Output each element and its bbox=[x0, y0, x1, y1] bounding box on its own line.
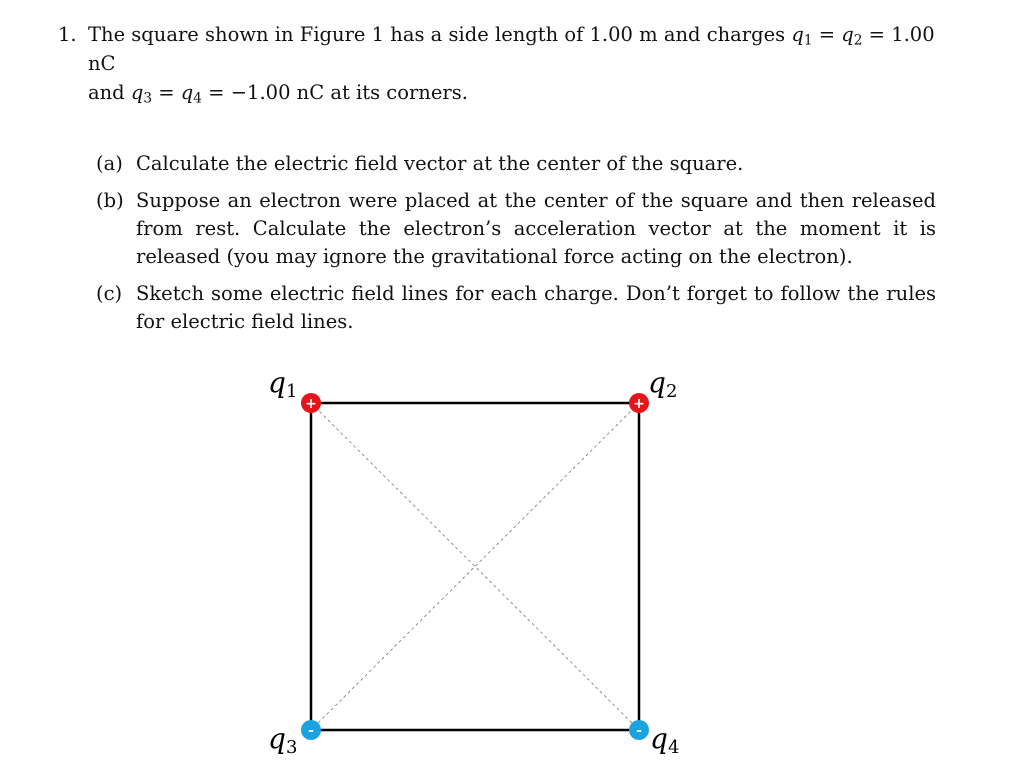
label-q1: q1 bbox=[268, 366, 298, 402]
problem-statement bbox=[58, 20, 958, 107]
part-text: Sketch some electric field lines for each charge. Don’t forget to follow the rules for electric field lines. bbox=[136, 282, 936, 333]
part-c bbox=[96, 280, 936, 336]
square-outline bbox=[311, 403, 639, 730]
charge-q2-sign: + bbox=[633, 396, 645, 412]
problem-number: 1. bbox=[58, 23, 77, 46]
label-q4: q4 bbox=[650, 722, 680, 758]
question-parts bbox=[96, 150, 936, 345]
figure-reference: 1 bbox=[371, 23, 385, 46]
label-q3: q3 bbox=[268, 722, 298, 758]
charge-q3-sign: - bbox=[308, 723, 314, 739]
part-b bbox=[96, 187, 936, 271]
part-label: (b) bbox=[96, 189, 124, 212]
charge-q1-sign: + bbox=[305, 396, 317, 412]
problem-text: The square shown in Figure 1 has a side length of 1.00 m and charges $q_1 = q_2 = 1.00$ nC and $q_3 = q_4 = -1.00$ nC at its corners. bbox=[88, 23, 935, 107]
positive-charge-value: 1.00 nC bbox=[88, 23, 935, 75]
part-a bbox=[96, 150, 936, 178]
diagonal-q1-q4 bbox=[311, 403, 639, 730]
label-q2: q2 bbox=[648, 366, 678, 402]
part-text: Calculate the electric field vector at the center of the square. bbox=[136, 152, 744, 175]
negative-charge-value: −1.00 nC bbox=[230, 81, 325, 104]
diagram-svg bbox=[240, 355, 720, 775]
charge-q4-sign: - bbox=[636, 723, 642, 739]
part-text: Suppose an electron were placed at the center of the square and then released from rest. Calculate the electron’s acceleration vector at the moment it is released (you may ignore the gravitational force acting on the electron). bbox=[136, 189, 936, 268]
part-label: (c) bbox=[96, 282, 123, 305]
charge-square-diagram bbox=[240, 355, 720, 775]
diagonal-q2-q3 bbox=[311, 403, 639, 730]
part-label: (a) bbox=[96, 152, 123, 175]
